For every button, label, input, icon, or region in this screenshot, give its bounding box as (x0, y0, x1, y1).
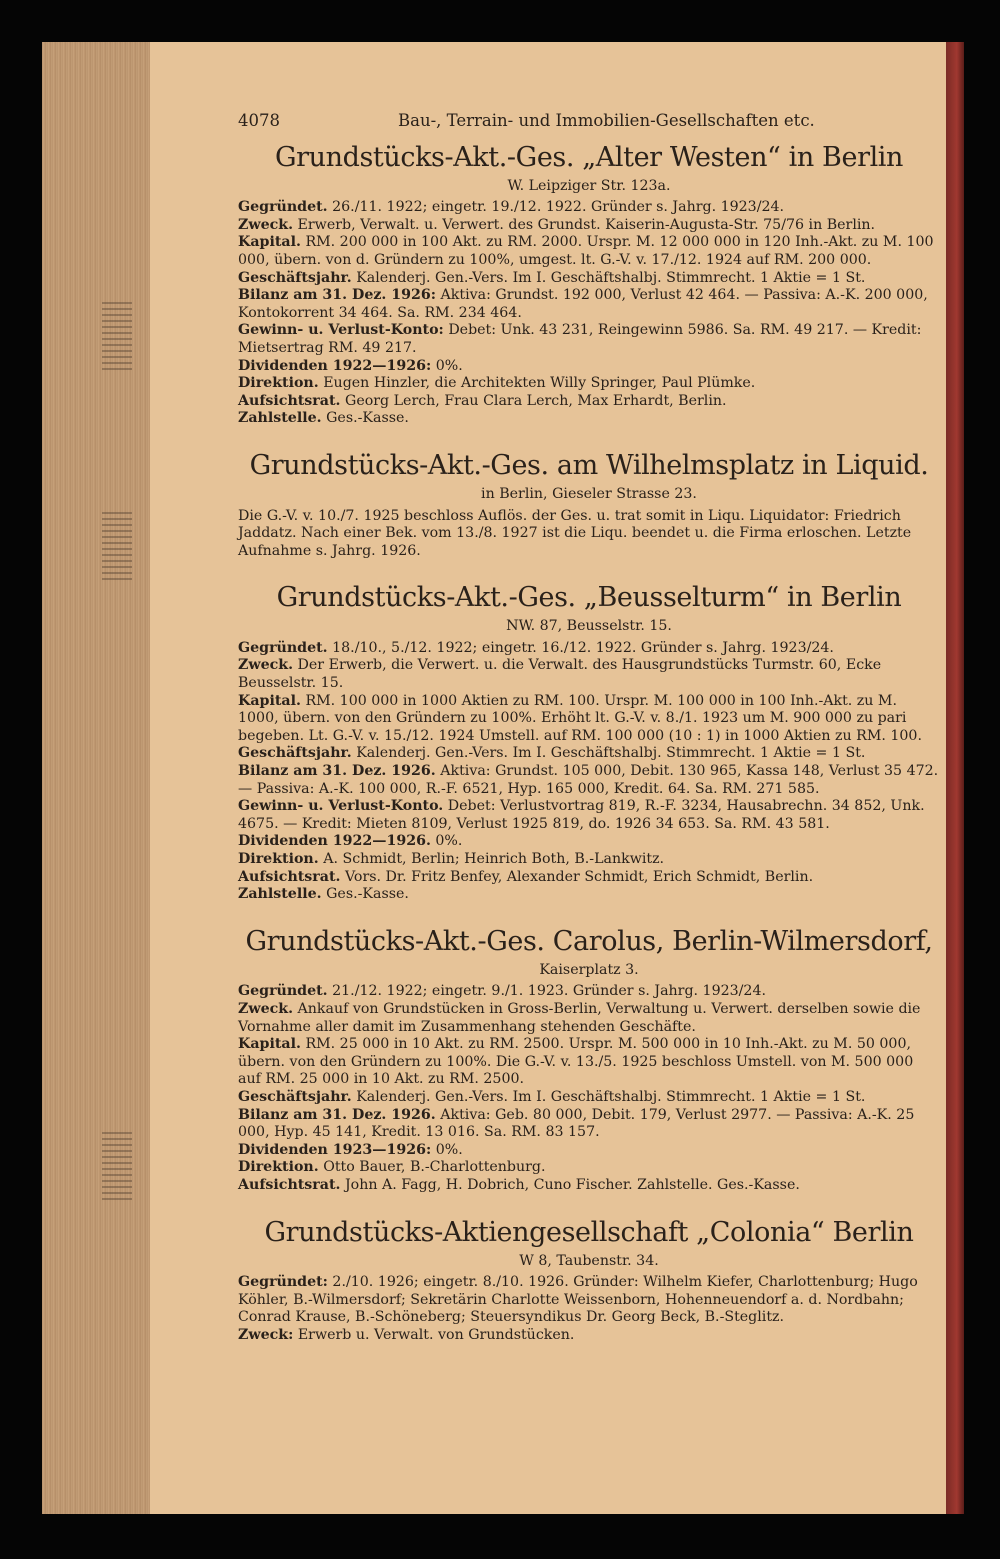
entry-line (238, 1177, 940, 1195)
entry-line (238, 1327, 940, 1345)
book (42, 42, 964, 1514)
entry-line (238, 798, 940, 833)
field-label: Direktion. (238, 851, 319, 867)
field-text: Der Erwerb, die Verwert. u. die Verwalt. des Hausgrundstücks Turmstr. 60, Ecke Beusselstr. 15. (238, 657, 882, 692)
field-label: Kapital. (238, 234, 301, 251)
page-edges (42, 42, 150, 1514)
field-label: Bilanz am 31. Dez. 1926: (238, 287, 437, 304)
entry-line (238, 1001, 940, 1036)
entry-line (238, 287, 940, 322)
field-text: RM. 100 000 in 1000 Aktien zu RM. 100. Urspr. M. 100 000 in 100 Inh.-Akt. zu M. 1000, übern. von den Gründern zu 100%. Erhöht lt. G.-V. v. 8./1. 1923 um M. 900 000 zu pari begeben. Lt. G.-V. v. 15./12. 1924 Umstell. auf RM. 100 000 (10 : 1) in 1000 Aktien zu RM. 100. (238, 692, 922, 744)
field-label: Kapital. (238, 692, 301, 709)
field-text: 0%. (435, 1141, 463, 1158)
entry-line (238, 1107, 940, 1142)
entry-line (238, 869, 940, 887)
field-label: Gegründet. (238, 639, 328, 656)
entries (238, 142, 940, 1345)
field-label: Gewinn- u. Verlust-Konto: (238, 322, 444, 339)
company-address: NW. 87, Beusselstr. 15. (506, 618, 672, 635)
entry-line (238, 763, 940, 798)
field-text: RM. 200 000 in 100 Akt. zu RM. 2000. Urspr. M. 12 000 000 in 120 Inh.-Akt. zu M. 100 000, übern. von d. Gründern zu 100%, umgest. lt. G.-V. v. 17./12. 1924 auf RM. 200 000. (238, 234, 934, 268)
company-address: in Berlin, Gieseler Strasse 23. (481, 485, 697, 502)
field-text: Aktiva: Geb. 80 000, Debit. 179, Verlust 2977. — Passiva: A.-K. 25 000, Hyp. 45 141, Kredit. 13 016. Sa. RM. 83 157. (238, 1106, 915, 1141)
field-text: Ges.-Kasse. (326, 410, 409, 427)
field-text: 2./10. 1926; eingetr. 8./10. 1926. Gründer: Wilhelm Kiefer, Charlottenburg; Hugo Köhler, B.-Wilmersdorf; Sekretärin Charlotte Weissenborn, Hohenneuendorf a. d. Nordbahn; Conrad Krause, B.-Schöneberg; Steuersyndikus Dr. Georg Beck, B.-Steglitz. (238, 1274, 918, 1326)
field-text: Debet: Unk. 43 231, Reingewinn 5986. Sa. RM. 49 217. — Kredit: Mietsertrag RM. 49 217. (238, 322, 922, 356)
field-label: Gewinn- u. Verlust-Konto. (238, 798, 444, 815)
field-text: Otto Bauer, B.-Charlottenburg. (323, 1159, 546, 1176)
entry-line (238, 833, 940, 851)
field-text: 21./12. 1922; eingetr. 9./1. 1923. Gründer s. Jahrg. 1923/24. (332, 983, 766, 1000)
field-text: John A. Fagg, H. Dobrich, Cuno Fischer. Zahlstelle. Ges.-Kasse. (344, 1176, 800, 1193)
page-number: 4078 (238, 111, 280, 130)
field-text: Aktiva: Grundst. 192 000, Verlust 42 464. — Passiva: A.-K. 200 000, Kontokorrent 34 464. Sa. RM. 234 464. (238, 287, 928, 321)
field-text: Erwerb u. Verwalt. von Grundstücken. (297, 1326, 575, 1343)
field-label: Zweck. (238, 216, 294, 233)
company-entry (238, 1217, 940, 1345)
company-title: Grundstücks-Akt.-Ges. „Beusselturm“ in Berlin (276, 582, 902, 614)
field-label: Gegründet. (238, 983, 328, 1000)
field-label: Aufsichtsrat. (238, 1176, 341, 1193)
entry-line (238, 393, 940, 411)
field-label: Zweck. (238, 657, 294, 674)
company-title: Grundstücks-Aktiengesellschaft „Colonia“ Berlin (264, 1216, 914, 1248)
company-title: Grundstücks-Akt.-Ges. „Alter Westen“ in Berlin (274, 141, 904, 173)
entry-line (238, 1142, 940, 1160)
field-label: Direktion. (238, 1159, 319, 1176)
entry-line (238, 217, 940, 235)
company-entry (238, 142, 940, 428)
field-label: Dividenden 1922—1926: (238, 357, 432, 374)
field-label: Bilanz am 31. Dez. 1926. (238, 1106, 436, 1123)
margin-mark (102, 1132, 132, 1202)
entry-line (238, 1159, 940, 1177)
field-label: Gegründet. (238, 199, 328, 216)
field-label: Geschäftsjahr. (238, 1088, 352, 1105)
entry-line (238, 693, 940, 746)
company-address: W. Leipziger Str. 123a. (507, 177, 671, 194)
field-text: 0%. (435, 833, 463, 850)
entry-line (238, 886, 940, 904)
field-text: Kalenderj. Gen.-Vers. Im I. Geschäftshalbj. Stimmrecht. 1 Aktie = 1 St. (356, 269, 866, 286)
company-entry (238, 450, 940, 560)
field-text: Eugen Hinzler, die Architekten Willy Springer, Paul Plümke. (323, 375, 756, 392)
entry-line (238, 508, 940, 561)
entry-line (238, 851, 940, 869)
entry-line (238, 322, 940, 357)
company-entry (238, 582, 940, 904)
field-label: Dividenden 1922—1926. (238, 833, 431, 850)
field-label: Zweck. (238, 1000, 294, 1017)
field-label: Direktion. (238, 375, 319, 392)
field-label: Geschäftsjahr. (238, 269, 352, 286)
field-text: Georg Lerch, Frau Clara Lerch, Max Erhardt, Berlin. (344, 392, 727, 409)
company-entry (238, 926, 940, 1195)
company-title: Grundstücks-Akt.-Ges. am Wilhelmsplatz in Liquid. (249, 449, 929, 481)
entry-line (238, 1274, 940, 1327)
field-label: Bilanz am 31. Dez. 1926. (238, 763, 436, 780)
field-text: Debet: Verlustvortrag 819, R.-F. 3234, Hausabrechn. 34 852, Unk. 4675. — Kredit: Mieten 8109, Verlust 1925 819, do. 1926 34 653. Sa. RM. 43 581. (238, 798, 925, 832)
field-label: Zahlstelle. (238, 886, 322, 903)
page (150, 42, 946, 1514)
binding-edge (946, 42, 964, 1514)
field-label: Zahlstelle. (238, 410, 322, 427)
field-text: Kalenderj. Gen.-Vers. Im I. Geschäftshalbj. Stimmrecht. 1 Aktie = 1 St. (356, 1088, 866, 1105)
field-label: Aufsichtsrat. (238, 868, 341, 885)
entry-line (238, 657, 940, 692)
entry-line (238, 375, 940, 393)
field-text: 0%. (435, 357, 463, 374)
entry-line (238, 1036, 940, 1089)
field-label: Geschäftsjahr. (238, 745, 352, 762)
field-text: A. Schmidt, Berlin; Heinrich Both, B.-Lankwitz. (323, 851, 665, 867)
field-label: Aufsichtsrat. (238, 392, 341, 409)
company-title: Grundstücks-Akt.-Ges. Carolus, Berlin-Wilmersdorf, (245, 925, 933, 957)
field-text: RM. 25 000 in 10 Akt. zu RM. 2500. Urspr. M. 500 000 in 10 Inh.-Akt. zu M. 50 000, übern. von den Gründern zu 100%. Die G.-V. v. 13./5. 1925 beschloss Umstell. von M. 500 000 auf RM. 25 000 in 10 Akt. zu RM. 2500. (238, 1036, 914, 1088)
entry-line (238, 640, 940, 658)
entry-line (238, 745, 940, 763)
entry-line (238, 358, 940, 376)
field-text: 18./10., 5./12. 1922; eingetr. 16./12. 1922. Gründer s. Jahrg. 1923/24. (332, 639, 834, 656)
margin-mark (102, 512, 132, 582)
entry-line (238, 270, 940, 288)
field-text: Aktiva: Grundst. 105 000, Debit. 130 965, Kassa 148, Verlust 35 472. — Passiva: A.-K. 100 000, R.-F. 6521, Hyp. 165 000, Kredit. 64. Sa. RM. 271 585. (238, 763, 939, 797)
field-text: Erwerb, Verwalt. u. Verwert. des Grundst. Kaiserin-Augusta-Str. 75/76 in Berlin. (297, 216, 876, 233)
entry-line (238, 983, 940, 1001)
company-address: Kaiserplatz 3. (539, 961, 639, 978)
field-label: Dividenden 1923—1926: (238, 1141, 432, 1158)
field-label: Kapital. (238, 1036, 301, 1053)
running-head (238, 112, 940, 130)
entry-line (238, 234, 940, 269)
entry-line (238, 1089, 940, 1107)
entry-line (238, 410, 940, 428)
field-text: Ankauf von Grundstücken in Gross-Berlin, Verwaltung u. Verwert. derselben sowie die Vornahme aller damit im Zusammenhang stehenden Geschäfte. (238, 1000, 921, 1035)
running-title: Bau-, Terrain- und Immobilien-Gesellschaften etc. (398, 111, 815, 130)
field-label: Gegründet: (238, 1274, 328, 1291)
margin-mark (102, 302, 132, 372)
field-text: Vors. Dr. Fritz Benfey, Alexander Schmidt, Erich Schmidt, Berlin. (344, 868, 814, 885)
field-text: Kalenderj. Gen.-Vers. Im I. Geschäftshalbj. Stimmrecht. 1 Aktie = 1 St. (356, 745, 866, 762)
entry-line (238, 199, 940, 217)
field-text: Ges.-Kasse. (326, 886, 409, 903)
company-address: W 8, Taubenstr. 34. (519, 1252, 659, 1269)
field-label: Zweck: (238, 1326, 294, 1343)
field-text: Die G.-V. v. 10./7. 1925 beschloss Auflös. der Ges. u. trat somit in Liqu. Liquidator: Friedrich Jaddatz. Nach einer Bek. vom 13./8. 1927 ist die Liqu. beendet u. die Firma erloschen. Letzte Aufnahme s. Jahrg. 1926. (238, 507, 912, 559)
page-content (238, 112, 940, 1366)
field-text: 26./11. 1922; eingetr. 19./12. 1922. Gründer s. Jahrg. 1923/24. (332, 199, 785, 216)
